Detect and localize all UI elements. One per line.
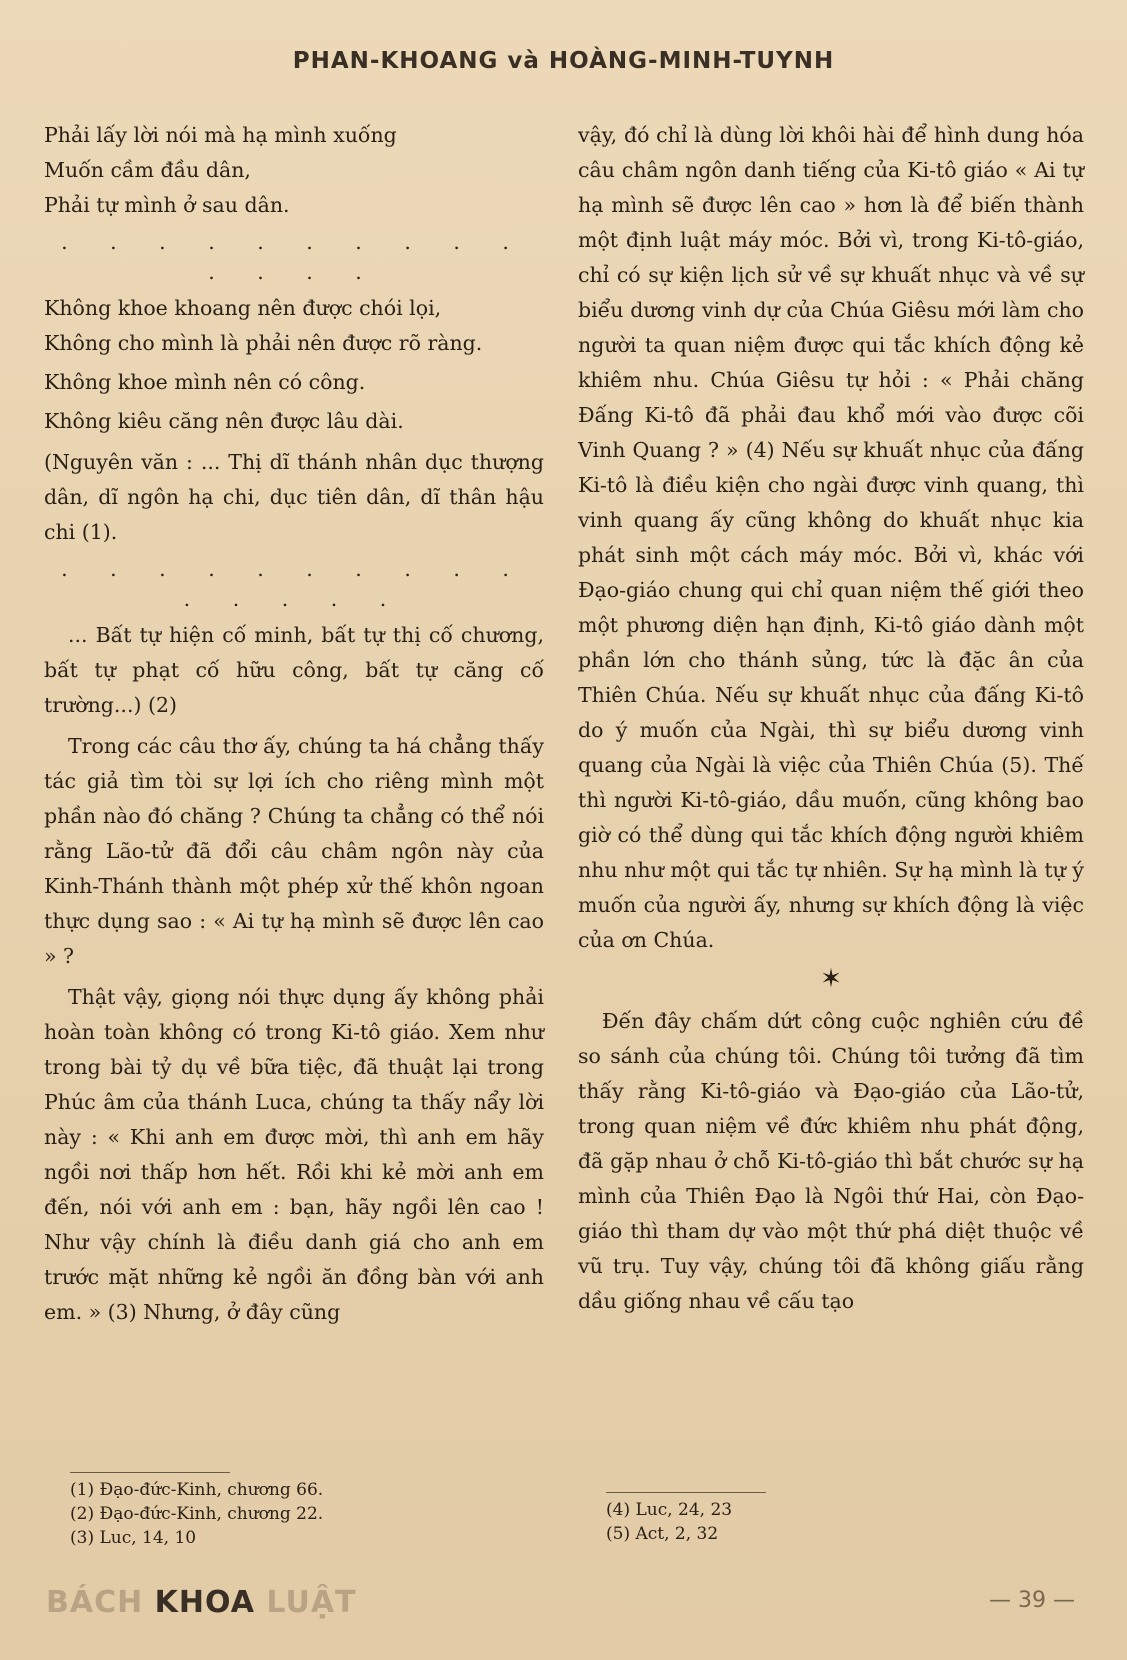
footnote: (5) Act, 2, 32 — [606, 1524, 719, 1544]
left-column — [44, 118, 544, 1330]
ellipsis-divider: . . . . . . . . . . . . . . . — [61, 557, 527, 611]
body-paragraph: Trong các câu thơ ấy, chúng ta há chẳng thấy tác giả tìm tòi sự lợi ích cho riêng mình một phần nào đó chăng ? Chúng ta chẳng có thể nói rằng Lão-tử đã đổi câu châm ngôn này của Kinh-Thánh thành một phép xử thế khôn ngoan thực dụng sao : « Ai tự hạ mình sẽ được lên cao » ? — [44, 734, 544, 968]
poem2-line: Không khoe mình nên có công. — [44, 370, 366, 394]
section-star-ornament: ✶ — [820, 964, 842, 994]
footnote-rule — [70, 1472, 230, 1473]
footnote: (2) Đạo-đức-Kinh, chương 22. — [70, 1504, 324, 1524]
ellipsis-divider: . . . . . . . . . . . . . . — [61, 230, 527, 284]
poem2-line: Không khoe khoang nên được chói lọi, — [44, 296, 442, 320]
body-paragraph: Thật vậy, giọng nói thực dụng ấy không phải hoàn toàn không có trong Ki-tô giáo. Xem như trong bài tỷ dụ về bữa tiệc, đã thuật lại trong Phúc âm của thánh Luca, chúng ta thấy nẩy lời này : « Khi anh em được mời, thì anh em hãy ngồi nơi thấp hơn hết. Rồi khi kẻ mời anh em đến, nói với anh em : bạn, hãy ngồi lên cao ! Như vậy chính là điều danh giá cho anh em trước mặt những kẻ ngồi ăn đồng bàn với anh em. » (3) Nhưng, ở đây cũng — [44, 985, 544, 1324]
footnote-rule — [606, 1492, 766, 1493]
body-paragraph: Đến đây chấm dứt công cuộc nghiên cứu đề so sánh của chúng tôi. Chúng tôi tưởng đã tìm thấy rằng Ki-tô-giáo và Đạo-giáo của Lão-tử, trong quan niệm về đức khiêm nhu phát động, đã gặp nhau ở chỗ Ki-tô-giáo thì bắt chước sự hạ mình của Thiên Đạo là Ngôi thứ Hai, còn Đạo-giáo thì tham dự vào một thứ phá diệt thuộc về vũ trụ. Tuy vậy, chúng tôi đã không giấu rằng dầu giống nhau về cấu tạo — [578, 1009, 1084, 1313]
poem2-line: Không cho mình là phải nên được rõ ràng. — [44, 331, 483, 355]
original-text-1: (Nguyên văn : ... Thị dĩ thánh nhân dục thượng dân, dĩ ngôn hạ chi, dục tiên dân, dĩ thân hậu chi (1). — [44, 450, 544, 544]
poem1-line: Phải lấy lời nói mà hạ mình xuống — [44, 123, 397, 147]
footnote: (4) Luc, 24, 23 — [606, 1500, 733, 1520]
footnotes-right — [606, 1498, 732, 1546]
right-column — [578, 118, 1084, 1319]
footnote: (1) Đạo-đức-Kinh, chương 66. — [70, 1480, 324, 1500]
footnote: (3) Luc, 14, 10 — [70, 1528, 197, 1548]
footnotes-left — [70, 1478, 323, 1550]
poem1-line: Muốn cầm đầu dân, — [44, 158, 251, 182]
body-paragraph: vậy, đó chỉ là dùng lời khôi hài để hình dung hóa câu châm ngôn danh tiếng của Ki-tô giáo « Ai tự hạ mình sẽ được lên cao » hơn là để biến thành một định luật máy móc. Bởi vì, trong Ki-tô-giáo, chỉ có sự kiện lịch sử về sự khuất nhục và về sự biểu dương vinh dự của Chúa Giêsu mới làm cho người ta quan niệm được qui tắc khích động kẻ khiêm nhu. Chúa Giêsu tự hỏi : « Phải chăng Đấng Ki-tô đã phải đau khổ mới vào được cõi Vinh Quang ? » (4) Nếu sự khuất nhục của đấng Ki-tô là điều kiện cho ngài được vinh quang, thì vinh quang ấy cũng không do khuất nhục kia phát sinh một cách máy móc. Bởi vì, khác với Đạo-giáo chung qui chỉ quan niệm thế giới theo một phương diện hạn định, Ki-tô giáo dành một phần lớn cho thánh sủng, tức là đặc ân của Thiên Chúa. Nếu sự khuất nhục của đấng Ki-tô do ý muốn của Ngài, thì sự biểu dương vinh quang của Ngài là việc của Thiên Chúa (5). Thế thì người Ki-tô-giáo, dầu muốn, cũng không bao giờ có thể dùng qui tắc khích động người khiêm nhu như một qui tắc tự nhiên. Sự hạ mình là tự ý muốn của người ấy, nhưng sự khích động là việc của ơn Chúa. — [578, 123, 1084, 952]
page-number: — 39 — — [989, 1588, 1075, 1613]
journal-name — [46, 1585, 357, 1620]
journal-title: KHOA — [154, 1585, 255, 1620]
journal-suffix: LUẬT — [266, 1585, 357, 1620]
original-text-2: ... Bất tự hiện cố minh, bất tự thị cố chương, bất tự phạt cố hữu công, bất tự căng cố trường...) (2) — [44, 623, 544, 717]
poem1-line: Phải tự mình ở sau dân. — [44, 193, 290, 217]
poem2-line: Không kiêu căng nên được lâu dài. — [44, 409, 404, 433]
journal-prefix: BÁCH — [46, 1585, 144, 1620]
running-header: PHAN-KHOANG và HOÀNG-MINH-TUYNH — [292, 48, 835, 74]
